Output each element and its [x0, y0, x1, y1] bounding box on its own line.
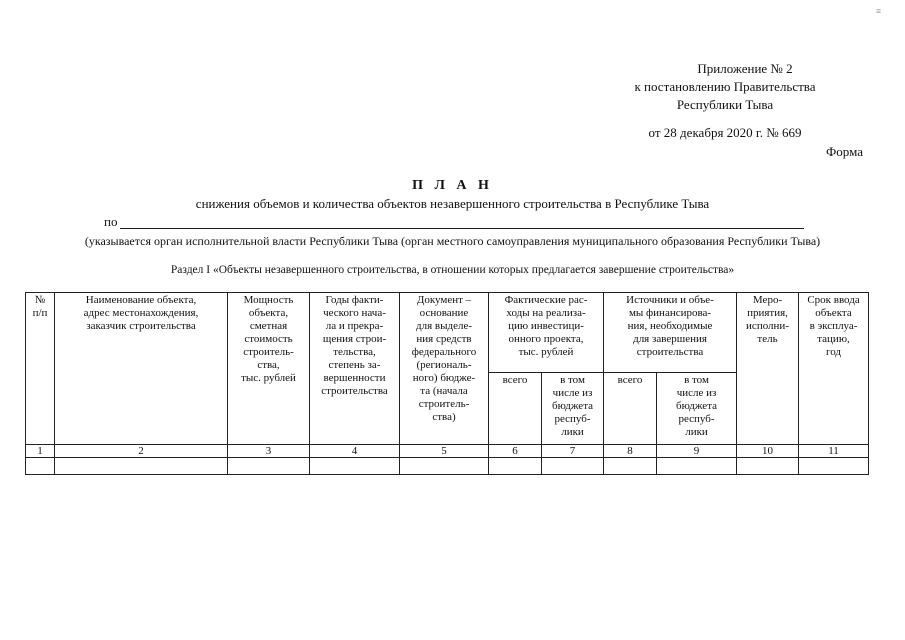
column-number: 11 [799, 445, 869, 458]
document-subtitle: снижения объемов и количества объектов незавершенного строительства в Республике Тыва [195, 196, 710, 211]
fill-in-hint: (указывается орган исполнительной власти Республики Тыва (орган местного самоуправления муниципального образования Республики Тыва) [84, 234, 821, 248]
table-cell[interactable] [604, 458, 657, 475]
header-sources-republic: в том числе из бюджета респуб- лики [657, 373, 737, 445]
appendix-number: Приложение № 2 [697, 61, 793, 76]
table-cell[interactable] [737, 458, 799, 475]
table-cell[interactable] [799, 458, 869, 475]
section-heading: Раздел I «Объекты незавершенного строительства, в отношении которых предлагается завершение строительства» [170, 264, 735, 276]
table-cell[interactable] [489, 458, 542, 475]
header-sources-total: всего [604, 373, 657, 445]
column-number: 1 [26, 445, 55, 458]
column-number: 3 [228, 445, 310, 458]
corner-mark: ≡ [876, 6, 882, 16]
column-number: 8 [604, 445, 657, 458]
column-number: 4 [310, 445, 400, 458]
column-number: 7 [542, 445, 604, 458]
header-actual-total: всего [489, 373, 542, 445]
plan-table [25, 292, 869, 475]
form-label: Форма [826, 144, 863, 159]
table-cell[interactable] [26, 458, 55, 475]
header-document: Документ – основание для выделе- ния средств федерального (региональ- ного) бюдже- та (начала строитель- ства) [400, 293, 489, 445]
appendix-block [560, 60, 890, 142]
po-label: по [104, 214, 118, 229]
appendix-date: от 28 декабря 2020 г. № 669 [648, 125, 802, 140]
header-number: № п/п [26, 293, 55, 445]
table-cell[interactable] [55, 458, 228, 475]
column-number: 6 [489, 445, 542, 458]
header-years: Годы факти- ческого нача- ла и прекра- щения строи- тельства, степень за- вершенности строительства [310, 293, 400, 445]
header-deadline: Срок ввода объекта в эксплуа- тацию, год [799, 293, 869, 445]
column-number: 5 [400, 445, 489, 458]
table-cell[interactable] [542, 458, 604, 475]
fill-in-line[interactable] [120, 228, 804, 229]
table-cell[interactable] [400, 458, 489, 475]
header-measures: Меро- приятия, исполни- тель [737, 293, 799, 445]
column-number: 9 [657, 445, 737, 458]
header-object-name: Наименование объекта, адрес местонахождения, заказчик строительства [55, 293, 228, 445]
header-actual-republic: в том числе из бюджета респуб- лики [542, 373, 604, 445]
appendix-decree: к постановлению Правительства [634, 79, 816, 94]
column-number: 2 [55, 445, 228, 458]
header-funding-sources: Источники и объе- мы финансирова- ния, необходимые для завершения строительства [604, 293, 737, 373]
column-number-row [26, 445, 869, 458]
column-number: 10 [737, 445, 799, 458]
header-actual-costs: Фактические рас- ходы на реализа- цию инвестици- онного проекта, тыс. рублей [489, 293, 604, 373]
table-cell[interactable] [657, 458, 737, 475]
appendix-republic: Республики Тыва [676, 97, 774, 112]
table-cell[interactable] [310, 458, 400, 475]
table-row [26, 458, 869, 475]
header-capacity: Мощность объекта, сметная стоимость строитель- ства, тыс. рублей [228, 293, 310, 445]
document-title: П Л А Н [412, 178, 493, 193]
table-cell[interactable] [228, 458, 310, 475]
